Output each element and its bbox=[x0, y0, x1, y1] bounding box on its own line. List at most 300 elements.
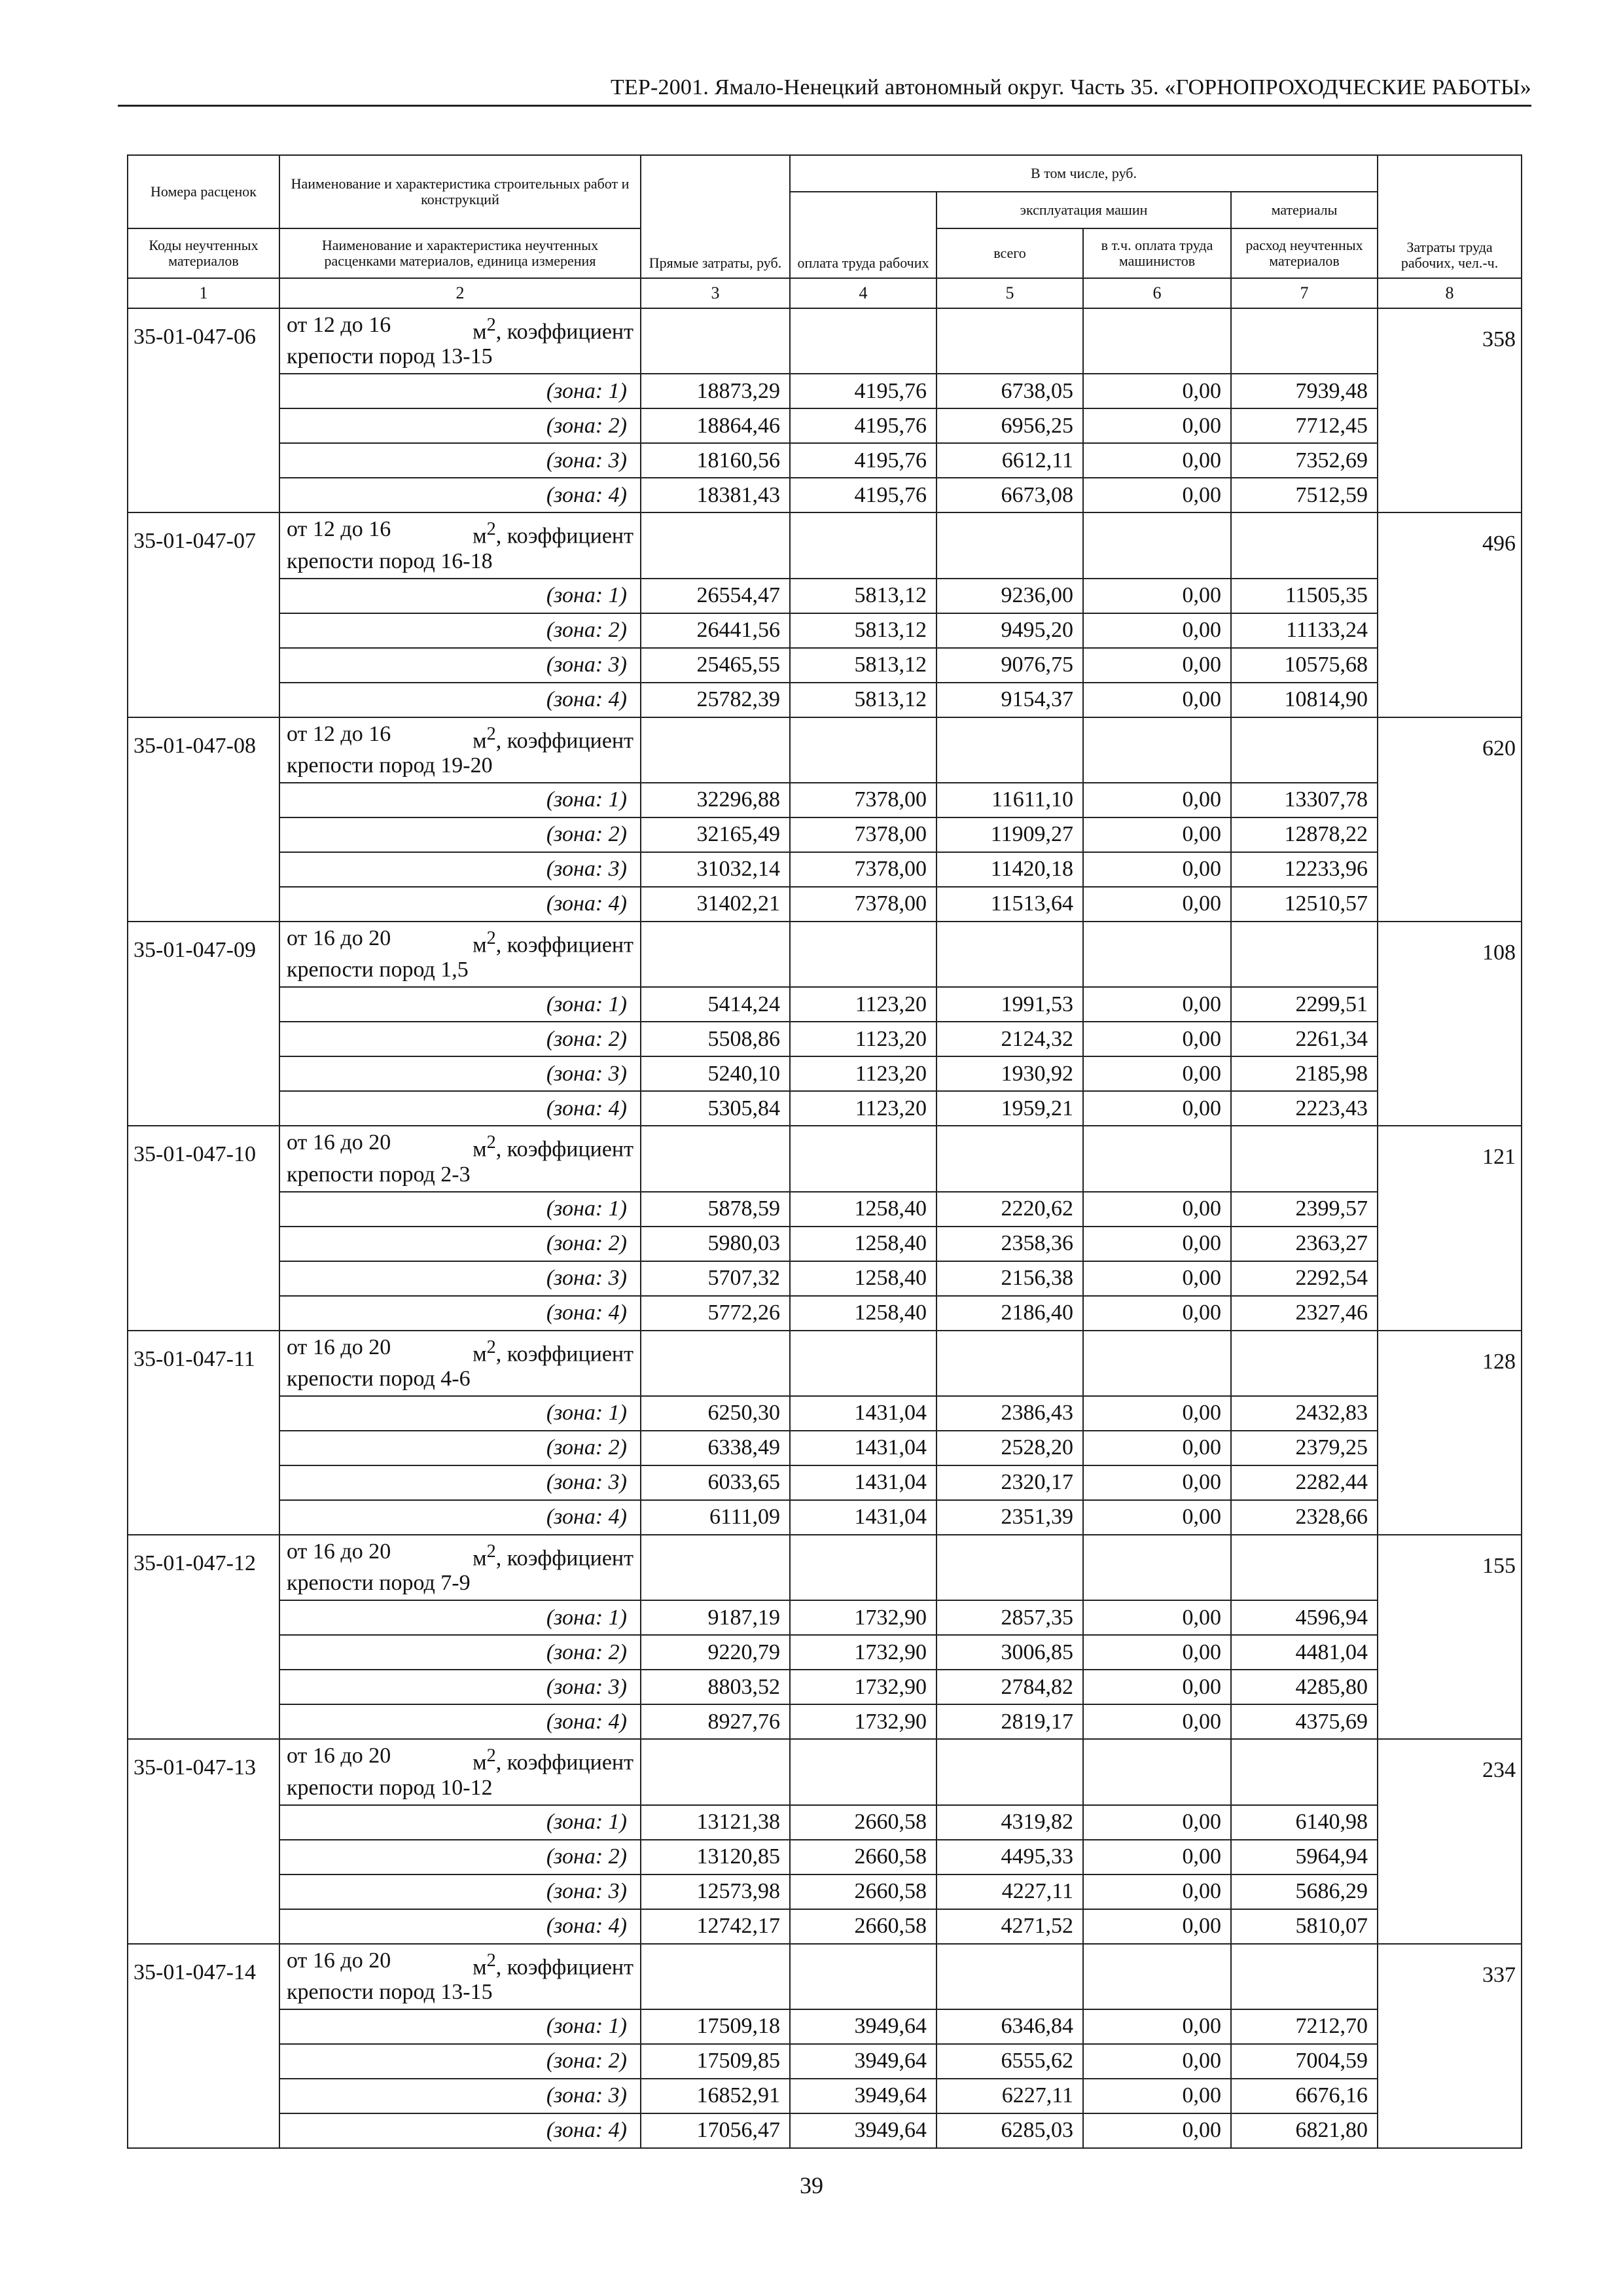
wages: 7378,00 bbox=[790, 817, 936, 852]
machines-total bbox=[936, 717, 1083, 783]
machines-total: 11420,18 bbox=[936, 852, 1083, 887]
wages: 1258,40 bbox=[790, 1296, 936, 1331]
materials: 2261,34 bbox=[1231, 1022, 1378, 1056]
rate-name-range: от 12 до 16 bbox=[287, 313, 391, 337]
materials bbox=[1231, 1126, 1378, 1191]
col-number: 8 bbox=[1378, 278, 1522, 308]
machines-wages: 0,00 bbox=[1083, 1635, 1231, 1670]
rate-name-suffix: , коэффициент bbox=[495, 1750, 633, 1775]
rate-name-unit-base: м bbox=[473, 319, 487, 344]
machines-wages: 0,00 bbox=[1083, 683, 1231, 717]
col-incl: В том числе, руб. bbox=[790, 155, 1378, 192]
direct-cost: 12573,98 bbox=[641, 1874, 790, 1909]
machines-wages: 0,00 bbox=[1083, 1500, 1231, 1535]
direct-cost: 18160,56 bbox=[641, 443, 790, 478]
rate-name-unit-sup: 2 bbox=[486, 723, 496, 744]
labor-cost: 155 bbox=[1378, 1535, 1522, 1739]
machines-total: 2857,35 bbox=[936, 1600, 1083, 1635]
materials: 2299,51 bbox=[1231, 987, 1378, 1022]
materials: 6676,16 bbox=[1231, 2079, 1378, 2113]
machines-wages: 0,00 bbox=[1083, 1396, 1231, 1431]
wages bbox=[790, 1739, 936, 1804]
wages: 5813,12 bbox=[790, 648, 936, 683]
zone-row bbox=[128, 2113, 1522, 2148]
machines-wages: 0,00 bbox=[1083, 1431, 1231, 1465]
zone-row bbox=[128, 1909, 1522, 1944]
rate-name-unit-sup: 2 bbox=[486, 519, 496, 540]
direct-cost bbox=[641, 1331, 790, 1396]
machines-total: 2186,40 bbox=[936, 1296, 1083, 1331]
materials: 2432,83 bbox=[1231, 1396, 1378, 1431]
wages: 1123,20 bbox=[790, 1091, 936, 1126]
direct-cost: 17056,47 bbox=[641, 2113, 790, 2148]
materials: 7352,69 bbox=[1231, 443, 1378, 478]
zone-row bbox=[128, 1091, 1522, 1126]
rate-name-line2: крепости пород 16-18 bbox=[287, 548, 493, 573]
machines-wages bbox=[1083, 1126, 1231, 1191]
rate-name-suffix: , коэффициент bbox=[495, 1341, 633, 1366]
machines-total: 2819,17 bbox=[936, 1704, 1083, 1739]
zone-row bbox=[128, 2079, 1522, 2113]
rate-name-range: от 16 до 20 bbox=[287, 1335, 391, 1359]
direct-cost: 32296,88 bbox=[641, 783, 790, 817]
rate-name-line1 bbox=[287, 313, 633, 344]
col-machines-wages: в т.ч. оплата труда машинистов bbox=[1083, 228, 1231, 278]
machines-wages: 0,00 bbox=[1083, 1840, 1231, 1874]
machines-wages bbox=[1083, 1944, 1231, 2009]
machines-wages: 0,00 bbox=[1083, 987, 1231, 1022]
rate-code: 35-01-047-06 bbox=[128, 308, 279, 512]
rate-name bbox=[279, 308, 641, 374]
machines-wages: 0,00 bbox=[1083, 2079, 1231, 2113]
zone-row bbox=[128, 683, 1522, 717]
col-number: 7 bbox=[1231, 278, 1378, 308]
machines-wages: 0,00 bbox=[1083, 2113, 1231, 2148]
machines-total: 11513,64 bbox=[936, 887, 1083, 922]
zone-row bbox=[128, 1261, 1522, 1296]
rate-name-unit-sup: 2 bbox=[486, 1336, 496, 1357]
machines-total: 6346,84 bbox=[936, 2009, 1083, 2044]
materials: 10575,68 bbox=[1231, 648, 1378, 683]
rate-name-line2: крепости пород 13-15 bbox=[287, 1979, 493, 2004]
col-machines-total: всего bbox=[936, 228, 1083, 278]
rate-name-unit bbox=[473, 1539, 633, 1571]
direct-cost: 31032,14 bbox=[641, 852, 790, 887]
materials: 2223,43 bbox=[1231, 1091, 1378, 1126]
rate-name-range: от 16 до 20 bbox=[287, 1744, 391, 1768]
zone-row bbox=[128, 374, 1522, 408]
zone-label: (зона: 3) bbox=[279, 648, 641, 683]
zone-label: (зона: 3) bbox=[279, 1261, 641, 1296]
zone-label: (зона: 2) bbox=[279, 2044, 641, 2079]
machines-total: 2358,36 bbox=[936, 1227, 1083, 1261]
rate-name bbox=[279, 1331, 641, 1396]
zone-row bbox=[128, 1192, 1522, 1227]
rate-name-suffix: , коэффициент bbox=[495, 1137, 633, 1162]
machines-wages: 0,00 bbox=[1083, 887, 1231, 922]
machines-total: 4271,52 bbox=[936, 1909, 1083, 1944]
machines-total bbox=[936, 1535, 1083, 1600]
rate-name-unit-sup: 2 bbox=[486, 315, 496, 335]
wages: 1123,20 bbox=[790, 1056, 936, 1091]
zone-label: (зона: 4) bbox=[279, 1704, 641, 1739]
direct-cost: 6033,65 bbox=[641, 1465, 790, 1500]
materials: 6821,80 bbox=[1231, 2113, 1378, 2148]
direct-cost: 8927,76 bbox=[641, 1704, 790, 1739]
zone-label: (зона: 2) bbox=[279, 1022, 641, 1056]
rate-name-suffix: , коэффициент bbox=[495, 1954, 633, 1979]
machines-total: 4227,11 bbox=[936, 1874, 1083, 1909]
direct-cost: 6250,30 bbox=[641, 1396, 790, 1431]
machines-total bbox=[936, 1739, 1083, 1804]
rate-name-unit-base: м bbox=[473, 728, 487, 753]
direct-cost: 18873,29 bbox=[641, 374, 790, 408]
rate-group-title-row bbox=[128, 717, 1522, 783]
wages bbox=[790, 308, 936, 374]
wages: 4195,76 bbox=[790, 408, 936, 443]
rate-name-suffix: , коэффициент bbox=[495, 1546, 633, 1571]
rate-name-line1 bbox=[287, 722, 633, 753]
machines-total: 1959,21 bbox=[936, 1091, 1083, 1126]
wages: 1431,04 bbox=[790, 1500, 936, 1535]
direct-cost: 5980,03 bbox=[641, 1227, 790, 1261]
labor-cost: 121 bbox=[1378, 1126, 1522, 1330]
materials: 11505,35 bbox=[1231, 579, 1378, 613]
zone-row bbox=[128, 1500, 1522, 1535]
direct-cost bbox=[641, 922, 790, 987]
wages bbox=[790, 512, 936, 578]
rate-name bbox=[279, 1535, 641, 1600]
materials: 2185,98 bbox=[1231, 1056, 1378, 1091]
rate-name bbox=[279, 512, 641, 578]
machines-wages: 0,00 bbox=[1083, 2009, 1231, 2044]
zone-label: (зона: 3) bbox=[279, 1056, 641, 1091]
machines-wages: 0,00 bbox=[1083, 1261, 1231, 1296]
rate-code: 35-01-047-13 bbox=[128, 1739, 279, 1943]
direct-cost bbox=[641, 717, 790, 783]
rate-code: 35-01-047-14 bbox=[128, 1944, 279, 2148]
machines-wages: 0,00 bbox=[1083, 1465, 1231, 1500]
direct-cost: 26554,47 bbox=[641, 579, 790, 613]
machines-total: 2320,17 bbox=[936, 1465, 1083, 1500]
materials: 2292,54 bbox=[1231, 1261, 1378, 1296]
col-name-top: Наименование и характеристика строительных работ и конструкций bbox=[279, 155, 641, 228]
machines-total: 2156,38 bbox=[936, 1261, 1083, 1296]
zone-label: (зона: 1) bbox=[279, 783, 641, 817]
rate-name bbox=[279, 717, 641, 783]
zone-row bbox=[128, 1465, 1522, 1500]
direct-cost: 26441,56 bbox=[641, 613, 790, 648]
zone-label: (зона: 2) bbox=[279, 817, 641, 852]
zone-row bbox=[128, 648, 1522, 683]
rate-name-line2: крепости пород 10-12 bbox=[287, 1775, 493, 1800]
machines-total: 2528,20 bbox=[936, 1431, 1083, 1465]
zone-row bbox=[128, 613, 1522, 648]
direct-cost: 16852,91 bbox=[641, 2079, 790, 2113]
machines-wages: 0,00 bbox=[1083, 1056, 1231, 1091]
wages: 1732,90 bbox=[790, 1704, 936, 1739]
wages bbox=[790, 1535, 936, 1600]
col-materials: материалы bbox=[1231, 192, 1378, 228]
labor-cost: 620 bbox=[1378, 717, 1522, 922]
machines-wages: 0,00 bbox=[1083, 579, 1231, 613]
materials: 4375,69 bbox=[1231, 1704, 1378, 1739]
wages: 1258,40 bbox=[790, 1227, 936, 1261]
rate-name-unit-sup: 2 bbox=[486, 1541, 496, 1562]
materials bbox=[1231, 1739, 1378, 1804]
rate-name-unit bbox=[473, 1948, 633, 1980]
col-number: 6 bbox=[1083, 278, 1231, 308]
col-machines: эксплуатация машин bbox=[936, 192, 1231, 228]
rate-name-unit-sup: 2 bbox=[486, 1950, 496, 1971]
machines-wages bbox=[1083, 308, 1231, 374]
zone-row bbox=[128, 478, 1522, 512]
col-labor: Затраты труда рабочих, чел.-ч. bbox=[1378, 155, 1522, 278]
zone-label: (зона: 1) bbox=[279, 1805, 641, 1840]
zone-row bbox=[128, 579, 1522, 613]
direct-cost: 25465,55 bbox=[641, 648, 790, 683]
rate-name-line2: крепости пород 1,5 bbox=[287, 958, 469, 982]
zone-row bbox=[128, 1805, 1522, 1840]
rate-name-unit-sup: 2 bbox=[486, 1746, 496, 1767]
zone-label: (зона: 3) bbox=[279, 1874, 641, 1909]
rate-group-title-row bbox=[128, 1535, 1522, 1600]
materials bbox=[1231, 922, 1378, 987]
direct-cost: 5414,24 bbox=[641, 987, 790, 1022]
zone-label: (зона: 1) bbox=[279, 2009, 641, 2044]
zone-label: (зона: 2) bbox=[279, 1227, 641, 1261]
wages: 5813,12 bbox=[790, 683, 936, 717]
machines-total: 9076,75 bbox=[936, 648, 1083, 683]
rate-name-range: от 16 до 20 bbox=[287, 1130, 391, 1155]
rate-name-unit bbox=[473, 1744, 633, 1775]
rate-name-unit bbox=[473, 517, 633, 548]
labor-cost: 337 bbox=[1378, 1944, 1522, 2148]
wages: 2660,58 bbox=[790, 1805, 936, 1840]
materials: 6140,98 bbox=[1231, 1805, 1378, 1840]
direct-cost: 25782,39 bbox=[641, 683, 790, 717]
direct-cost: 5508,86 bbox=[641, 1022, 790, 1056]
materials: 11133,24 bbox=[1231, 613, 1378, 648]
zone-row bbox=[128, 1431, 1522, 1465]
materials: 5810,07 bbox=[1231, 1909, 1378, 1944]
col-number: 4 bbox=[790, 278, 936, 308]
machines-total: 1991,53 bbox=[936, 987, 1083, 1022]
zone-row bbox=[128, 443, 1522, 478]
direct-cost bbox=[641, 1126, 790, 1191]
labor-cost: 108 bbox=[1378, 922, 1522, 1126]
wages: 7378,00 bbox=[790, 783, 936, 817]
materials: 12233,96 bbox=[1231, 852, 1378, 887]
direct-cost: 5240,10 bbox=[641, 1056, 790, 1091]
zone-row bbox=[128, 1874, 1522, 1909]
rate-name-line2: крепости пород 4-6 bbox=[287, 1366, 471, 1391]
rate-group-title-row bbox=[128, 512, 1522, 578]
rate-name-unit-base: м bbox=[473, 524, 487, 548]
materials: 7512,59 bbox=[1231, 478, 1378, 512]
wages: 3949,64 bbox=[790, 2009, 936, 2044]
rate-name-unit-base: м bbox=[473, 1137, 487, 1162]
machines-total bbox=[936, 922, 1083, 987]
zone-label: (зона: 1) bbox=[279, 579, 641, 613]
machines-wages bbox=[1083, 1739, 1231, 1804]
direct-cost bbox=[641, 1535, 790, 1600]
machines-total: 4495,33 bbox=[936, 1840, 1083, 1874]
labor-cost: 128 bbox=[1378, 1331, 1522, 1535]
rate-name-line2: крепости пород 19-20 bbox=[287, 753, 493, 778]
zone-label: (зона: 3) bbox=[279, 1465, 641, 1500]
labor-cost: 358 bbox=[1378, 308, 1522, 512]
rate-group-title-row bbox=[128, 1126, 1522, 1191]
direct-cost: 6111,09 bbox=[641, 1500, 790, 1535]
materials: 2363,27 bbox=[1231, 1227, 1378, 1261]
direct-cost: 5707,32 bbox=[641, 1261, 790, 1296]
machines-total: 9154,37 bbox=[936, 683, 1083, 717]
wages: 7378,00 bbox=[790, 852, 936, 887]
rate-name-unit-base: м bbox=[473, 1954, 487, 1979]
direct-cost: 5305,84 bbox=[641, 1091, 790, 1126]
zone-row bbox=[128, 1670, 1522, 1704]
rate-name-line2: крепости пород 7-9 bbox=[287, 1571, 471, 1596]
machines-wages: 0,00 bbox=[1083, 1192, 1231, 1227]
zone-label: (зона: 3) bbox=[279, 2079, 641, 2113]
wages: 5813,12 bbox=[790, 579, 936, 613]
machines-total bbox=[936, 1331, 1083, 1396]
materials: 4285,80 bbox=[1231, 1670, 1378, 1704]
machines-wages: 0,00 bbox=[1083, 1805, 1231, 1840]
materials: 12878,22 bbox=[1231, 817, 1378, 852]
rate-name-unit bbox=[473, 1335, 633, 1367]
wages bbox=[790, 717, 936, 783]
wages: 1431,04 bbox=[790, 1396, 936, 1431]
direct-cost: 18864,46 bbox=[641, 408, 790, 443]
direct-cost: 31402,21 bbox=[641, 887, 790, 922]
machines-total: 4319,82 bbox=[936, 1805, 1083, 1840]
wages: 2660,58 bbox=[790, 1874, 936, 1909]
machines-total: 6612,11 bbox=[936, 443, 1083, 478]
wages: 1258,40 bbox=[790, 1261, 936, 1296]
wages bbox=[790, 1944, 936, 2009]
rate-name-unit-sup: 2 bbox=[486, 1132, 496, 1153]
direct-cost: 32165,49 bbox=[641, 817, 790, 852]
rate-name-line1 bbox=[287, 1335, 633, 1367]
materials bbox=[1231, 717, 1378, 783]
machines-wages bbox=[1083, 512, 1231, 578]
machines-wages: 0,00 bbox=[1083, 478, 1231, 512]
zone-row bbox=[128, 1022, 1522, 1056]
col-materials-sub: расход неучтенных материалов bbox=[1231, 228, 1378, 278]
zone-row bbox=[128, 1296, 1522, 1331]
zone-row bbox=[128, 408, 1522, 443]
zone-label: (зона: 2) bbox=[279, 1635, 641, 1670]
rate-name bbox=[279, 922, 641, 987]
zone-row bbox=[128, 817, 1522, 852]
rate-name-line1 bbox=[287, 1744, 633, 1775]
machines-wages: 0,00 bbox=[1083, 2044, 1231, 2079]
zone-label: (зона: 4) bbox=[279, 478, 641, 512]
materials: 4481,04 bbox=[1231, 1635, 1378, 1670]
materials bbox=[1231, 1944, 1378, 2009]
page-header: ТЕР-2001. Ямало-Ненецкий автономный округ. Часть 35. «ГОРНОПРОХОДЧЕСКИЕ РАБОТЫ» bbox=[118, 71, 1531, 107]
rate-name-line1 bbox=[287, 926, 633, 958]
rate-code: 35-01-047-07 bbox=[128, 512, 279, 717]
zone-label: (зона: 2) bbox=[279, 408, 641, 443]
machines-total bbox=[936, 1944, 1083, 2009]
machines-total bbox=[936, 512, 1083, 578]
zone-label: (зона: 1) bbox=[279, 1600, 641, 1635]
col-direct: Прямые затраты, руб. bbox=[641, 155, 790, 278]
rate-name bbox=[279, 1126, 641, 1191]
materials: 5964,94 bbox=[1231, 1840, 1378, 1874]
direct-cost: 13120,85 bbox=[641, 1840, 790, 1874]
rate-group-title-row bbox=[128, 1331, 1522, 1396]
wages: 2660,58 bbox=[790, 1909, 936, 1944]
col-number: 2 bbox=[279, 278, 641, 308]
materials: 2399,57 bbox=[1231, 1192, 1378, 1227]
machines-wages: 0,00 bbox=[1083, 1909, 1231, 1944]
materials: 2328,66 bbox=[1231, 1500, 1378, 1535]
zone-row bbox=[128, 887, 1522, 922]
materials: 5686,29 bbox=[1231, 1874, 1378, 1909]
materials bbox=[1231, 308, 1378, 374]
machines-wages bbox=[1083, 922, 1231, 987]
zone-label: (зона: 4) bbox=[279, 683, 641, 717]
machines-total: 3006,85 bbox=[936, 1635, 1083, 1670]
zone-label: (зона: 4) bbox=[279, 1296, 641, 1331]
direct-cost: 18381,43 bbox=[641, 478, 790, 512]
machines-total: 9236,00 bbox=[936, 579, 1083, 613]
direct-cost: 8803,52 bbox=[641, 1670, 790, 1704]
rate-name-range: от 16 до 20 bbox=[287, 1948, 391, 1973]
wages: 1431,04 bbox=[790, 1465, 936, 1500]
machines-total: 6956,25 bbox=[936, 408, 1083, 443]
column-numbers-row bbox=[128, 278, 1522, 308]
rate-code: 35-01-047-08 bbox=[128, 717, 279, 922]
rate-name-line1 bbox=[287, 517, 633, 548]
direct-cost: 17509,18 bbox=[641, 2009, 790, 2044]
labor-cost: 496 bbox=[1378, 512, 1522, 717]
rate-code: 35-01-047-12 bbox=[128, 1535, 279, 1739]
rate-code: 35-01-047-11 bbox=[128, 1331, 279, 1535]
materials: 7004,59 bbox=[1231, 2044, 1378, 2079]
wages: 1258,40 bbox=[790, 1192, 936, 1227]
direct-cost: 9187,19 bbox=[641, 1600, 790, 1635]
machines-wages: 0,00 bbox=[1083, 1227, 1231, 1261]
rate-name-line1 bbox=[287, 1130, 633, 1162]
wages bbox=[790, 1126, 936, 1191]
wages: 1732,90 bbox=[790, 1635, 936, 1670]
materials: 12510,57 bbox=[1231, 887, 1378, 922]
machines-total: 2220,62 bbox=[936, 1192, 1083, 1227]
rate-group-title-row bbox=[128, 308, 1522, 374]
direct-cost bbox=[641, 1944, 790, 2009]
zone-label: (зона: 3) bbox=[279, 443, 641, 478]
machines-wages: 0,00 bbox=[1083, 408, 1231, 443]
materials bbox=[1231, 1331, 1378, 1396]
wages: 3949,64 bbox=[790, 2113, 936, 2148]
rate-name-unit bbox=[473, 313, 633, 344]
machines-total: 6738,05 bbox=[936, 374, 1083, 408]
zone-label: (зона: 1) bbox=[279, 987, 641, 1022]
zone-row bbox=[128, 1600, 1522, 1635]
wages: 7378,00 bbox=[790, 887, 936, 922]
rate-name-line2: крепости пород 2-3 bbox=[287, 1162, 471, 1187]
labor-cost: 234 bbox=[1378, 1739, 1522, 1943]
zone-label: (зона: 4) bbox=[279, 2113, 641, 2148]
materials bbox=[1231, 1535, 1378, 1600]
rate-name-suffix: , коэффициент bbox=[495, 524, 633, 548]
materials: 2379,25 bbox=[1231, 1431, 1378, 1465]
